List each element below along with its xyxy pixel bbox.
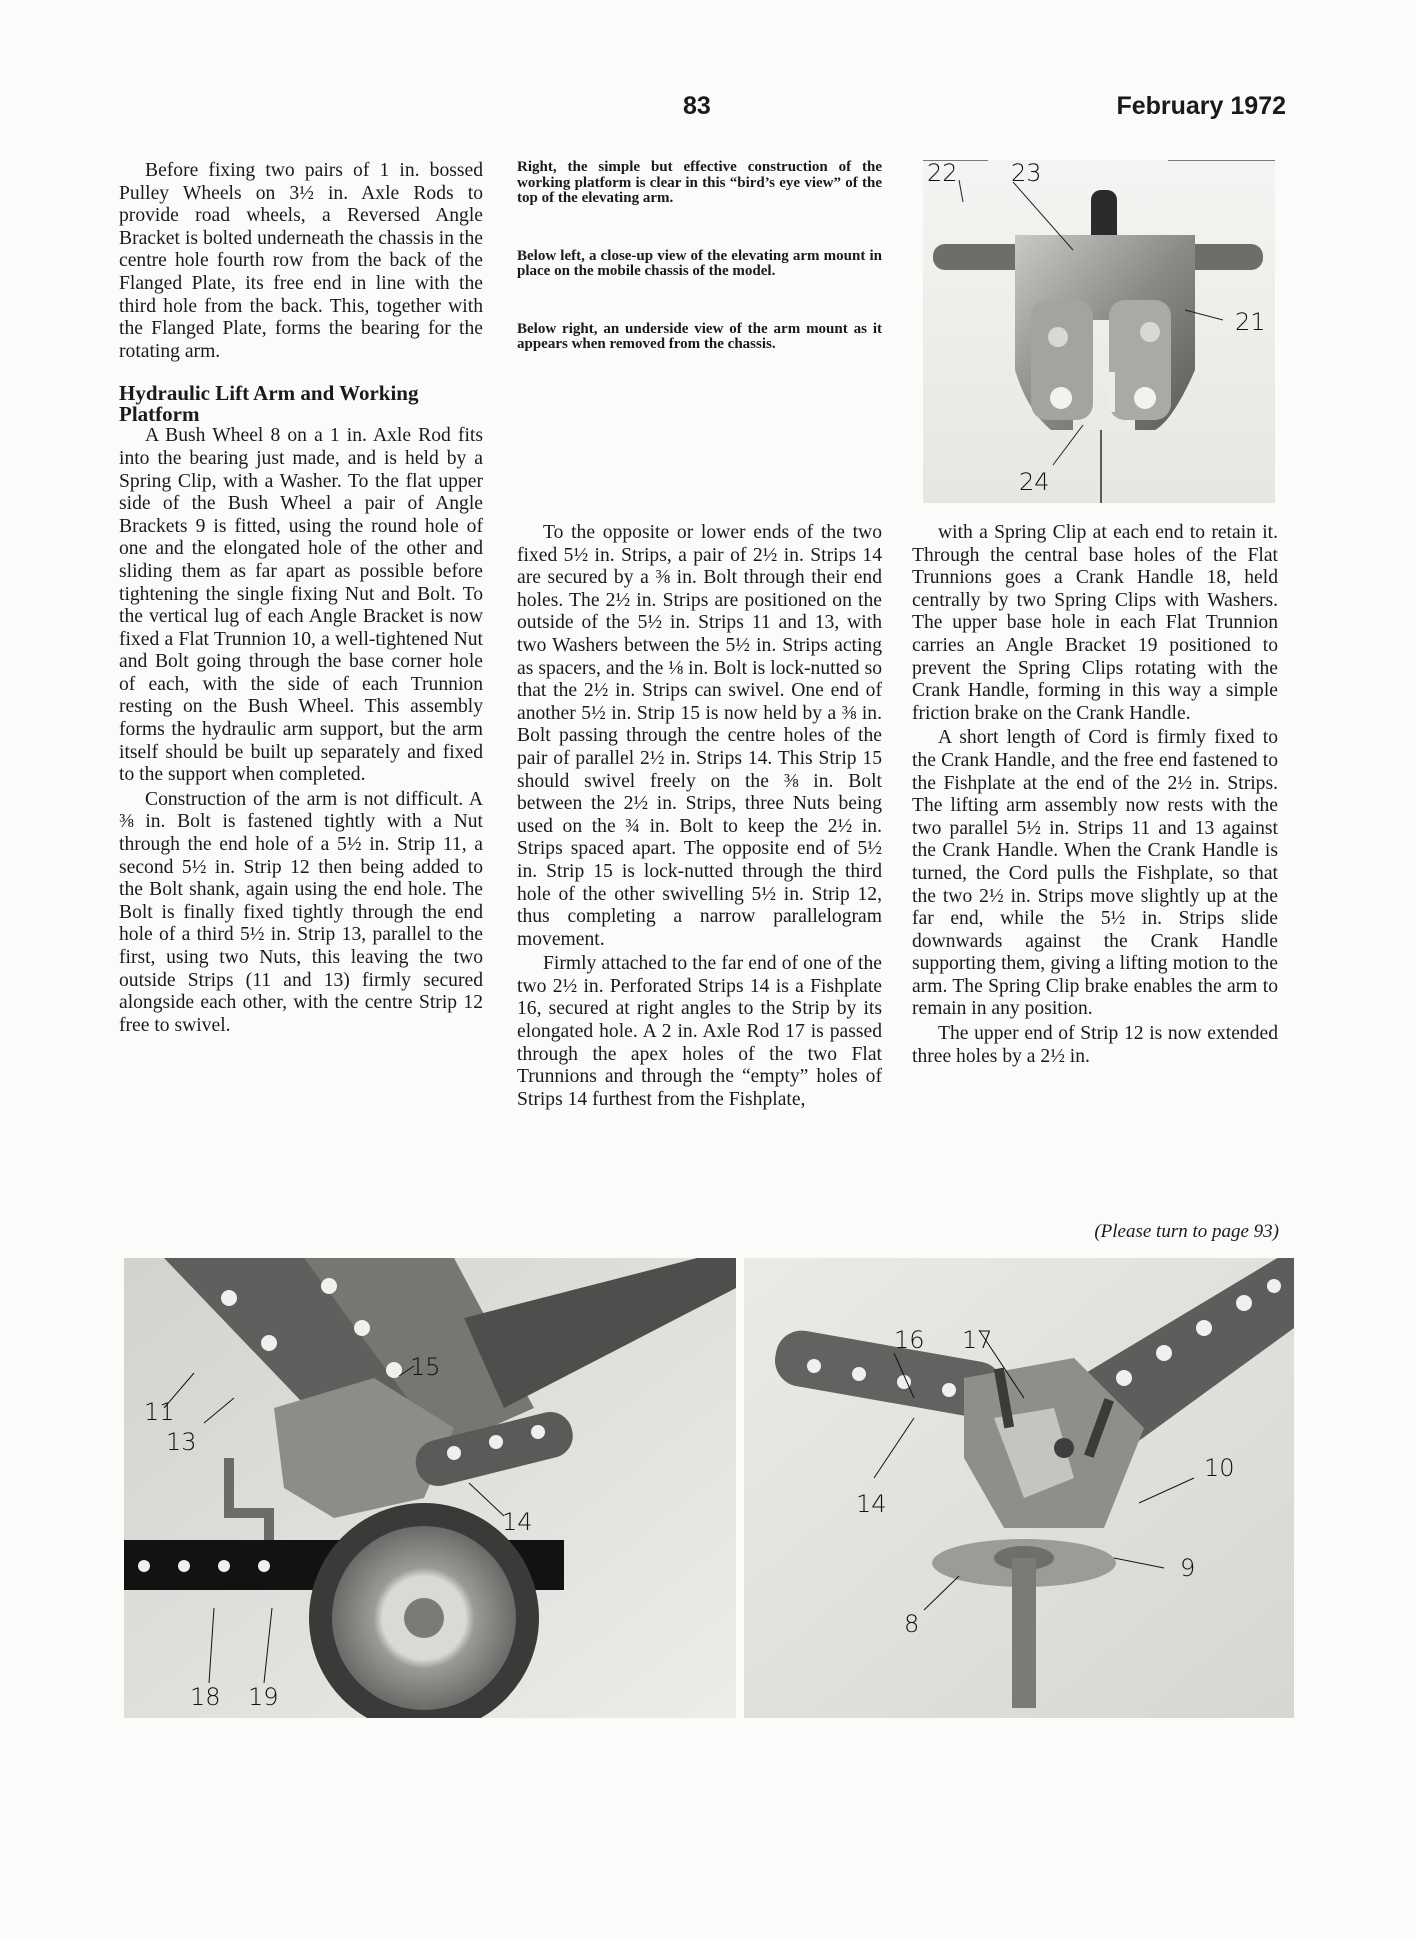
- caption-left-photo: Below left, a close-up view of the elevating arm mount in place on the mobile chassis of the model.: [517, 247, 882, 279]
- part-label: 14: [856, 1490, 887, 1518]
- part-label: 18: [190, 1683, 221, 1711]
- paragraph: with a Spring Clip at each end to retain it. Through the central base holes of the Flat Trunnions goes a Crank Handle 18, held centrally by two Spring Clips with Washers. The upper base hole in each Flat Trunnion carries an Angle Bracket 19 positioned to prevent the Spring Clips rotating with the Crank Handle, forming in this way a simple friction brake on the Crank Handle.: [912, 522, 1278, 724]
- article-column-1: [119, 160, 483, 1037]
- part-label: 10: [1204, 1454, 1235, 1482]
- part-label: 11: [144, 1398, 175, 1426]
- paragraph: To the opposite or lower ends of the two fixed 5½ in. Strips, a pair of 2½ in. Strips 14 are secured by a ⅜ in. Bolt through their end holes. The 2½ in. Strips are positioned on the outside of the 5½ in. Strips 11 and 13, with two Washers between the 5½ in. Strips acting as spacers, and the ⅛ in. Bolt is lock-nutted so that the 2½ in. Strips can swivel. One end of another 5½ in. Strip 15 is now held by a ⅜ in. Bolt passing through the centre holes of the pair of parallel 2½ in. Strips 14. This Strip 15 should swivel freely on the ⅜ in. Bolt between the 2½ in. Strips, three Nuts being used on the ¾ in. Bolt to keep the 2½ in. Strips spaced apart. The opposite end of 5½ in. Strip 15 is lock-nutted through the third hole of the other swivelling 5½ in. Strip 12, thus completing a narrow parallelogram movement.: [517, 522, 882, 950]
- part-label: 14: [502, 1508, 533, 1536]
- section-heading: Hydraulic Lift Arm and Working Platform: [119, 381, 419, 427]
- part-label: 24: [1019, 468, 1050, 496]
- paragraph: Before fixing two pairs of 1 in. bossed Pulley Wheels on 3½ in. Axle Rods to provide road wheels, a Reversed Angle Bracket is bolted underneath the chassis in the centre hole fourth row from the back of the Flanged Plate, its free end in line with the third hole from the back. This, together with the Flanged Plate, forms the bearing for the rotating arm.: [119, 160, 483, 362]
- article-column-3: [912, 522, 1278, 1068]
- part-label: 22: [927, 160, 958, 187]
- part-label: 19: [248, 1683, 279, 1711]
- part-label: 15: [410, 1353, 441, 1381]
- paragraph: A short length of Cord is firmly fixed to the Crank Handle, and the free end fastened to the Fishplate at the end of the 2½ in. Strips. The lifting arm assembly now rests with the two parallel 5½ in. Strips 11 and 13 against the Crank Handle. When the Crank Handle is turned, the Cord pulls the Fishplate, so that the two 2½ in. Strips move slightly up at the far end, while the 5½ in. Strips slide downwards against the Crank Handle supporting them, giving a lifting motion to the arm. The Spring Clip brake enables the arm to remain in any position.: [912, 727, 1278, 1020]
- underside-photo: [744, 1258, 1294, 1718]
- part-label: 23: [1011, 160, 1042, 187]
- part-label: 8: [904, 1610, 920, 1638]
- article-column-2: [517, 522, 882, 1111]
- platform-photo: [923, 160, 1275, 503]
- photo-captions: [517, 160, 882, 395]
- part-label: 21: [1235, 308, 1266, 336]
- paragraph: The upper end of Strip 12 is now extended three holes by a 2½ in.: [912, 1023, 1278, 1067]
- part-label: 17: [962, 1326, 993, 1354]
- caption-top-photo: Right, the simple but effective construction of the working platform is clear in this “bird’s eye view” of the top of the elevating arm.: [517, 159, 882, 206]
- part-label: 16: [894, 1326, 925, 1354]
- caption-right-photo: Below right, an underside view of the arm mount as it appears when removed from the chassis.: [517, 320, 882, 352]
- part-label: 9: [1180, 1554, 1196, 1582]
- part-label: 13: [166, 1428, 197, 1456]
- page-number: 83: [683, 92, 711, 120]
- paragraph: A Bush Wheel 8 on a 1 in. Axle Rod fits into the bearing just made, and is held by a Spring Clip, with a Washer. To the flat upper side of the Bush Wheel a pair of Angle Brackets 9 is fitted, using the round hole of one and the elongated hole of the other and sliding them as far apart as possible before tightening the single fixing Nut and Bolt. To the vertical lug of each Angle Bracket is now fixed a Flat Trunnion 10, a well-tightened Nut and Bolt going through the base corner hole of each, with the side of each Trunnion resting on the Bush Wheel. This assembly forms the hydraulic arm support, but the arm itself should be built up separately and fixed to the support when completed.: [119, 425, 483, 786]
- arm-mount-photo: [124, 1258, 736, 1718]
- paragraph: Construction of the arm is not difficult. A ⅜ in. Bolt is fastened tightly with a Nut through the end hole of a 5½ in. Strip 11, a second 5½ in. Strip 12 then being added to the Bolt shank, again using the end hole. The Bolt is finally fixed tightly through the end hole of a third 5½ in. Strip 13, parallel to the first, using two Nuts, this leaving the two outside Strips (11 and 13) firmly secured alongside each other, with the centre Strip 12 free to swivel.: [119, 788, 483, 1036]
- paragraph: Firmly attached to the far end of one of the two 2½ in. Perforated Strips 14 is a Fishplate 16, secured at right angles to the Strip by its elongated hole. A 2 in. Axle Rod 17 is passed through the apex holes of the two Flat Trunnions and through the “empty” holes of Strips 14 furthest from the Fishplate,: [517, 953, 882, 1110]
- continued-note: (Please turn to page 93): [1094, 1221, 1279, 1242]
- issue-date: February 1972: [1116, 92, 1286, 120]
